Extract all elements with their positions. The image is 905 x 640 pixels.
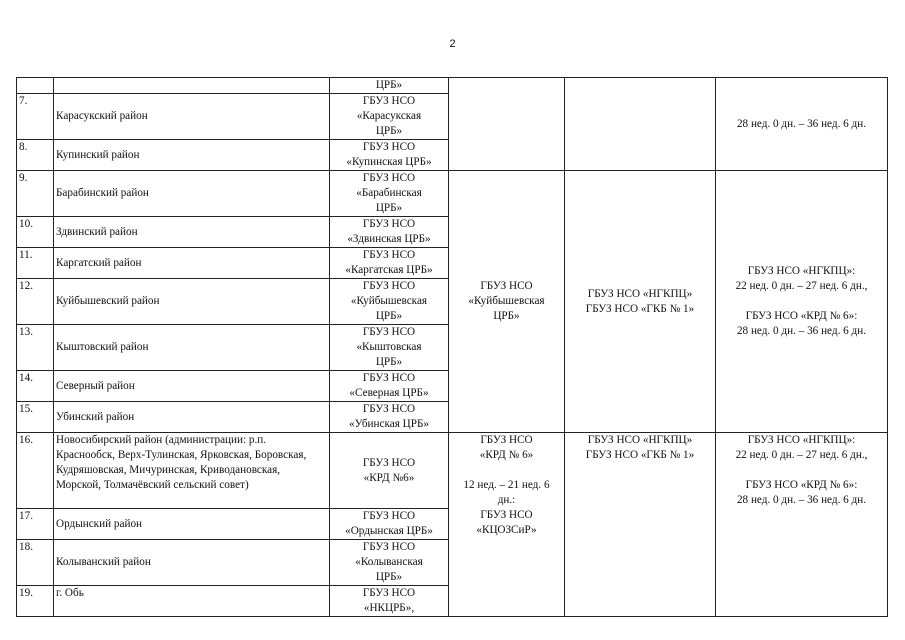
- hospital-line: ГБУЗ НСО: [362, 218, 416, 230]
- hospital-line: «Куйбышевская: [350, 295, 428, 307]
- hospital-line: ГБУЗ НСО: [362, 280, 416, 292]
- hospital-line: «Каргатская ЦРБ»: [345, 264, 433, 276]
- hospital-cell: [330, 402, 449, 433]
- hospital-cell: [330, 433, 449, 509]
- routing-table: [16, 77, 888, 617]
- hospital-line: «Купинская ЦРБ»: [346, 156, 432, 168]
- first-level-line: ГБУЗ НСО: [480, 280, 533, 292]
- hospital-line: ЦРБ»: [375, 310, 403, 322]
- first-level-line: «Куйбышевская: [468, 295, 545, 307]
- hospital-cell: [330, 78, 449, 94]
- terms-line: 22 нед. 0 дн. – 27 нед. 6 дн.,: [735, 449, 868, 461]
- spacer: [718, 294, 885, 309]
- district-name: г. Обь: [54, 586, 330, 617]
- hospital-cell: [330, 171, 449, 217]
- first-level-line: ГБУЗ НСО: [480, 509, 533, 521]
- second-level-line: ГБУЗ НСО «НГКПЦ»: [587, 287, 693, 300]
- hospital-line: ЦРБ»: [375, 125, 403, 137]
- hospital-line: «Колыванская: [355, 556, 423, 568]
- terms-line: ГБУЗ НСО «НГКПЦ»:: [747, 265, 856, 277]
- table-row: [17, 78, 888, 94]
- district-name: Здвинский район: [54, 217, 330, 248]
- district-name: Куйбышевский район: [54, 279, 330, 325]
- terms-line: ГБУЗ НСО «НГКПЦ»:: [747, 434, 856, 446]
- row-number: 9.: [17, 171, 54, 217]
- hospital-line: ГБУЗ НСО: [362, 403, 416, 415]
- hospital-line: «Здвинская ЦРБ»: [347, 233, 431, 245]
- terms-line: 28 нед. 0 дн. – 36 нед. 6 дн.: [736, 325, 867, 337]
- district-name: Каргатский район: [54, 248, 330, 279]
- row-number: 17.: [17, 509, 54, 540]
- district-name: Купинский район: [54, 140, 330, 171]
- hospital-cell: [330, 371, 449, 402]
- first-level-line: 12 нед. – 21 нед. 6: [463, 479, 550, 491]
- row-number: 19.: [17, 586, 54, 617]
- district-name: Колыванский район: [54, 540, 330, 586]
- first-level-line: ЦРБ»: [493, 310, 520, 322]
- hospital-line: ГБУЗ НСО: [362, 541, 416, 553]
- hospital-cell: [330, 217, 449, 248]
- terms-line: 28 нед. 0 дн. – 36 нед. 6 дн.: [736, 494, 867, 506]
- terms-cell: [716, 78, 888, 171]
- hospital-line: ЦРБ»: [375, 356, 403, 368]
- hospital-line: «НКЦРБ»,: [363, 602, 415, 614]
- hospital-line: «Кыштовская: [356, 341, 422, 353]
- first-level-line: ГБУЗ НСО: [480, 434, 533, 446]
- hospital-line: ГБУЗ НСО: [362, 95, 416, 107]
- hospital-cell: [330, 586, 449, 617]
- row-number: 18.: [17, 540, 54, 586]
- row-number: 15.: [17, 402, 54, 433]
- first-level-line: «КЦОЗСиР»: [476, 524, 537, 536]
- district-name: Новосибирский район (администрации: р.п. Краснообск, Верх-Тулинская, Ярковская, Боровская, Кудряшовская, Мичуринская, Криводановская, Морской, Толмачёвский сельский совет): [54, 433, 330, 509]
- terms-line: 28 нед. 0 дн. – 36 нед. 6 дн.: [736, 117, 867, 130]
- terms-cell: [716, 433, 888, 617]
- hospital-line: «Северная ЦРБ»: [349, 387, 429, 399]
- hospital-line: ЦРБ»: [375, 202, 403, 214]
- hospital-line: ГБУЗ НСО: [362, 456, 416, 469]
- row-number: [17, 78, 54, 94]
- first-level-line: «КРД № 6»: [479, 449, 534, 461]
- first-level-cell: [449, 171, 565, 433]
- second-level-cell-empty: [565, 78, 716, 171]
- district-name: Барабинский район: [54, 171, 330, 217]
- row-number: 11.: [17, 248, 54, 279]
- hospital-line: «Карасукская: [356, 110, 422, 122]
- page-number: 2: [449, 38, 456, 50]
- hospital-cell: [330, 248, 449, 279]
- district-name: Убинский район: [54, 402, 330, 433]
- hospital-cell: [330, 509, 449, 540]
- second-level-line: ГБУЗ НСО «ГКБ № 1»: [585, 302, 695, 315]
- hospital-cell: [330, 140, 449, 171]
- hospital-line: ГБУЗ НСО: [362, 587, 416, 599]
- terms-line: 22 нед. 0 дн. – 27 нед. 6 дн.,: [735, 280, 868, 292]
- second-level-line: ГБУЗ НСО «ГКБ № 1»: [585, 449, 695, 461]
- row-number: 10.: [17, 217, 54, 248]
- second-level-cell: [565, 433, 716, 617]
- row-number: 14.: [17, 371, 54, 402]
- hospital-line: ЦРБ»: [375, 79, 403, 91]
- spacer: [718, 463, 885, 478]
- hospital-line: «Убинская ЦРБ»: [349, 418, 429, 430]
- hospital-line: ГБУЗ НСО: [362, 510, 416, 522]
- row-number: 7.: [17, 94, 54, 140]
- district-name: Ордынский район: [54, 509, 330, 540]
- terms-line: ГБУЗ НСО «КРД № 6»:: [745, 479, 858, 491]
- hospital-line: «КРД №6»: [363, 471, 415, 484]
- spacer: [451, 463, 562, 478]
- first-level-cell-empty: [449, 78, 565, 171]
- terms-cell: [716, 171, 888, 433]
- hospital-line: ГБУЗ НСО: [362, 249, 416, 261]
- table-row: [17, 433, 888, 509]
- hospital-line: ГБУЗ НСО: [362, 326, 416, 338]
- first-level-cell: [449, 433, 565, 617]
- district-name: Карасукский район: [54, 94, 330, 140]
- first-level-line: дн.:: [497, 494, 516, 506]
- row-number: 8.: [17, 140, 54, 171]
- hospital-cell: [330, 94, 449, 140]
- hospital-cell: [330, 540, 449, 586]
- hospital-line: ГБУЗ НСО: [362, 372, 416, 384]
- district-name: Кыштовский район: [54, 325, 330, 371]
- row-number: 13.: [17, 325, 54, 371]
- terms-line: ГБУЗ НСО «КРД № 6»:: [745, 310, 858, 322]
- hospital-line: ГБУЗ НСО: [362, 172, 416, 184]
- hospital-line: «Барабинская: [356, 187, 422, 199]
- row-number: 16.: [17, 433, 54, 509]
- hospital-cell: [330, 325, 449, 371]
- table-row: [17, 171, 888, 217]
- hospital-line: ЦРБ»: [375, 571, 403, 583]
- row-number: 12.: [17, 279, 54, 325]
- second-level-cell: [565, 171, 716, 433]
- second-level-line: ГБУЗ НСО «НГКПЦ»: [587, 434, 693, 446]
- district-name: [54, 78, 330, 94]
- hospital-line: «Ордынская ЦРБ»: [345, 525, 433, 537]
- district-name: Северный район: [54, 371, 330, 402]
- hospital-cell: [330, 279, 449, 325]
- hospital-line: ГБУЗ НСО: [362, 141, 416, 153]
